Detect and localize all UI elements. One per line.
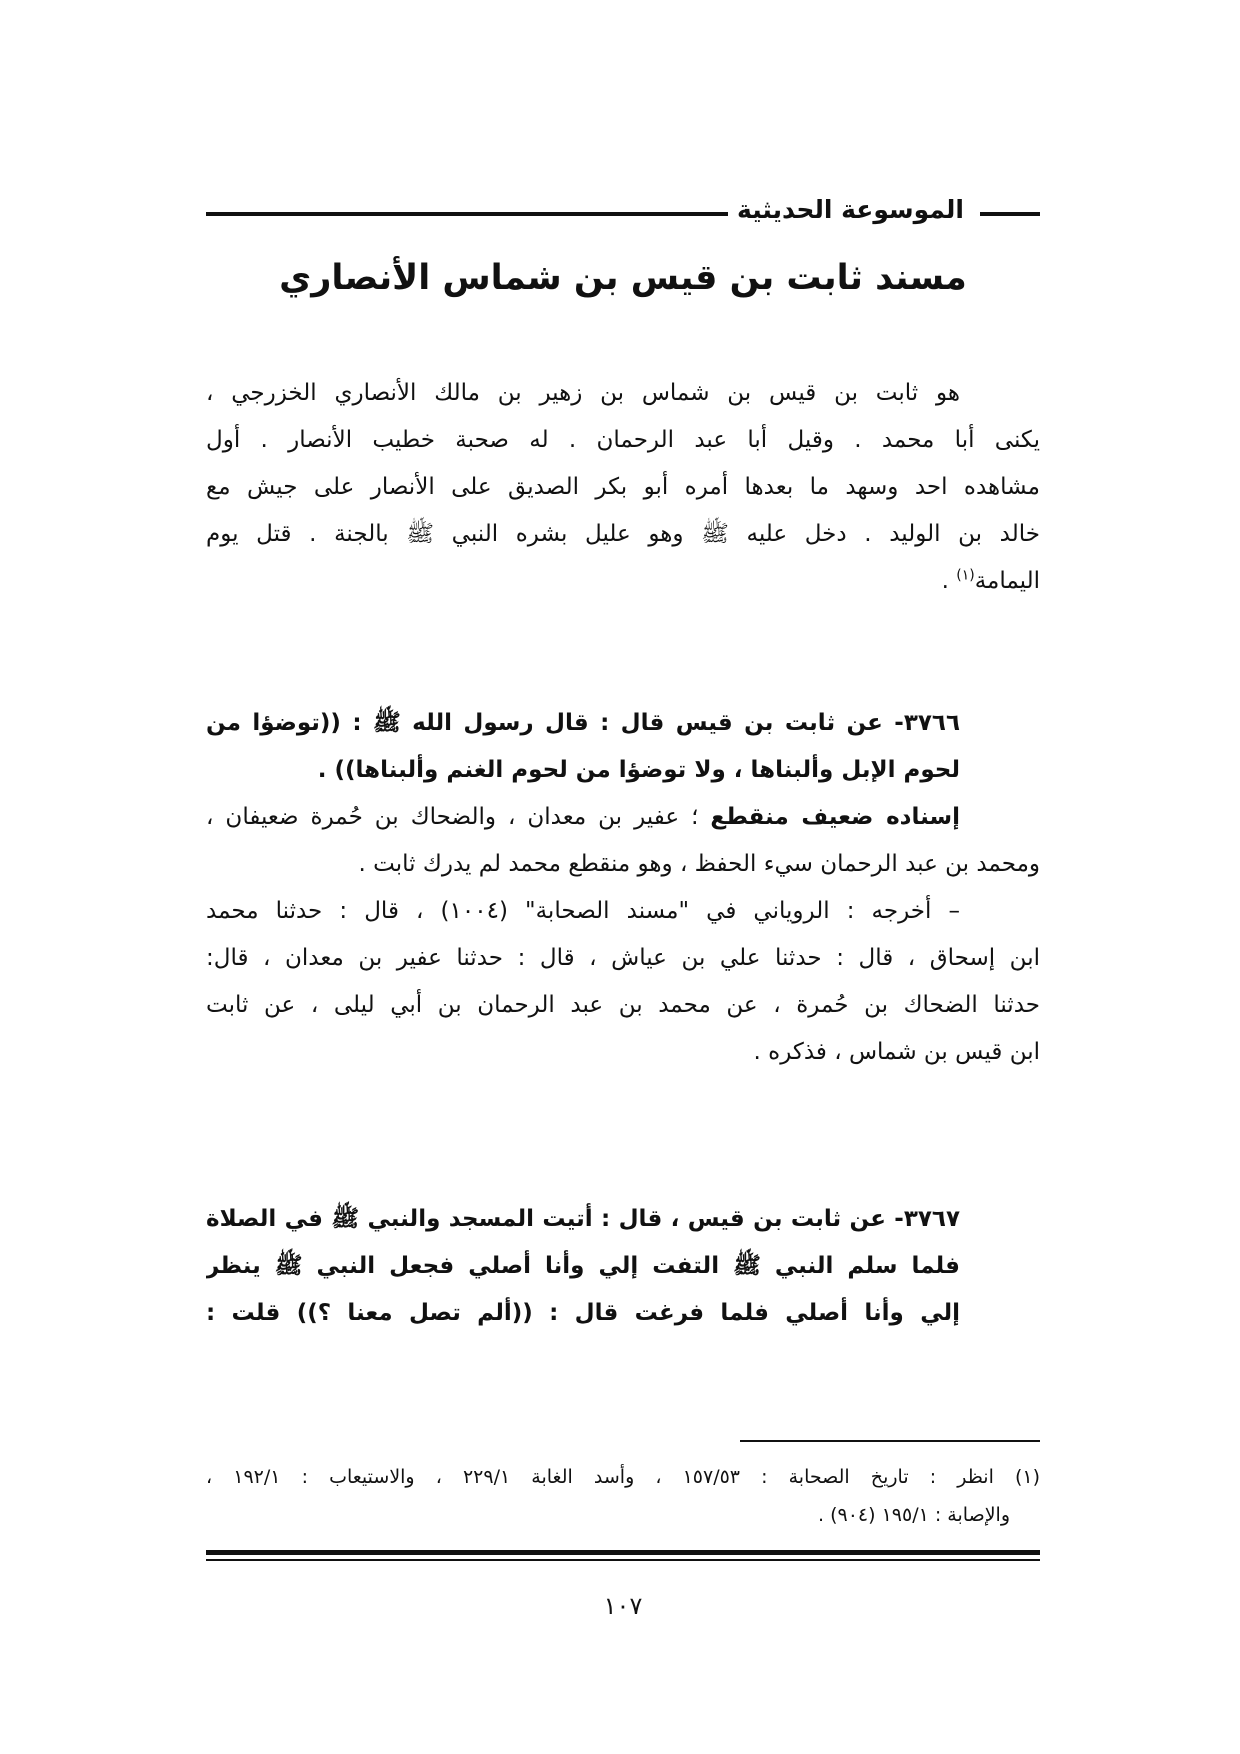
grading-label: إسناده ضعيف منقطع <box>710 804 960 830</box>
footnote-separator <box>740 1440 1040 1442</box>
bio-line-1: هو ثابت بن قيس بن شماس بن زهير بن مالك الأنصاري الخزرجي ، <box>206 380 960 406</box>
hadith-3766-grading <box>206 794 1040 841</box>
bio-last-word: اليمامة <box>974 568 1040 594</box>
hadith-3766 <box>206 700 1040 1076</box>
hadith-3766-commentary-3: ابن إسحاق ، قال : حدثنا علي بن عياش ، قال : حدثنا عفير بن معدان ، قال: <box>206 945 1040 971</box>
hadith-3767-line-3: إلي وأنا أصلي فلما فرغت قال : ((ألم تصل معنا ؟)) قلت : <box>206 1300 960 1326</box>
hadith-3766-commentary-4: حدثنا الضحاك بن حُمرة ، عن محمد بن عبد الرحمان بن أبي ليلى ، عن ثابت <box>206 992 1040 1018</box>
header-rule-long <box>206 212 728 216</box>
hadith-3767 <box>206 1196 1040 1337</box>
hadith-3766-line-2: لحوم الإبل وألبناها ، ولا توضؤا من لحوم الغنم وألبناها)) . <box>317 757 960 783</box>
bio-line-2: يكنى أبا محمد . وقيل أبا عبد الرحمان . له صحبة خطيب الأنصار . أول <box>206 427 1040 453</box>
biography-paragraph <box>206 370 1040 605</box>
header-title: الموسوعة الحديثية <box>737 195 964 224</box>
header-rule-short <box>980 212 1040 216</box>
hadith-3767-line-2: فلما سلم النبي ﷺ التفت إلي وأنا أصلي فجعل النبي ﷺ ينظر <box>206 1253 960 1279</box>
footnote-line-1: (١) انظر : تاريخ الصحابة : ١٥٧/٥٣ ، وأسد الغابة ٢٢٩/١ ، والاستيعاب : ١٩٢/١ ، <box>206 1466 1040 1488</box>
footnotes <box>206 1458 1040 1534</box>
chapter-title: مسند ثابت بن قيس بن شماس الأنصاري <box>279 258 967 298</box>
footnote-line-2: والإصابة : ١٩٥/١ (٩٠٤) . <box>818 1504 1010 1526</box>
footnote-reference: (١) <box>956 567 975 584</box>
hadith-3766-commentary-1: ومحمد بن عبد الرحمان سيء الحفظ ، وهو منقطع محمد لم يدرك ثابت . <box>358 851 1040 877</box>
bottom-rule-thin <box>206 1559 1040 1561</box>
bio-line-4: خالد بن الوليد . دخل عليه ﷺ وهو عليل بشره النبي ﷺ بالجنة . قتل يوم <box>206 521 1040 547</box>
grading-rest: ؛ عفير بن معدان ، والضحاك بن حُمرة ضعيفان ، <box>206 804 711 830</box>
page-number: ١٠٧ <box>603 1592 643 1620</box>
bottom-rule-thick <box>206 1550 1040 1555</box>
bio-line-3: مشاهده احد وسهد ما بعدها أمره أبو بكر الصديق على الأنصار على جيش مع <box>206 474 1040 500</box>
hadith-3767-line-1: ٣٧٦٧- عن ثابت بن قيس ، قال : أتيت المسجد والنبي ﷺ في الصلاة <box>206 1206 960 1232</box>
bio-line-5 <box>206 558 1040 605</box>
hadith-3766-commentary-2: – أخرجه : الروياني في "مسند الصحابة" (١٠٠٤) ، قال : حدثنا محمد <box>206 898 960 924</box>
hadith-3766-commentary-5: ابن قيس بن شماس ، فذكره . <box>753 1039 1040 1065</box>
bio-last-end: . <box>941 568 957 594</box>
hadith-3766-line-1: ٣٧٦٦- عن ثابت بن قيس قال : قال رسول الله ﷺ : ((توضؤا من <box>206 710 960 736</box>
running-header <box>206 190 1040 230</box>
